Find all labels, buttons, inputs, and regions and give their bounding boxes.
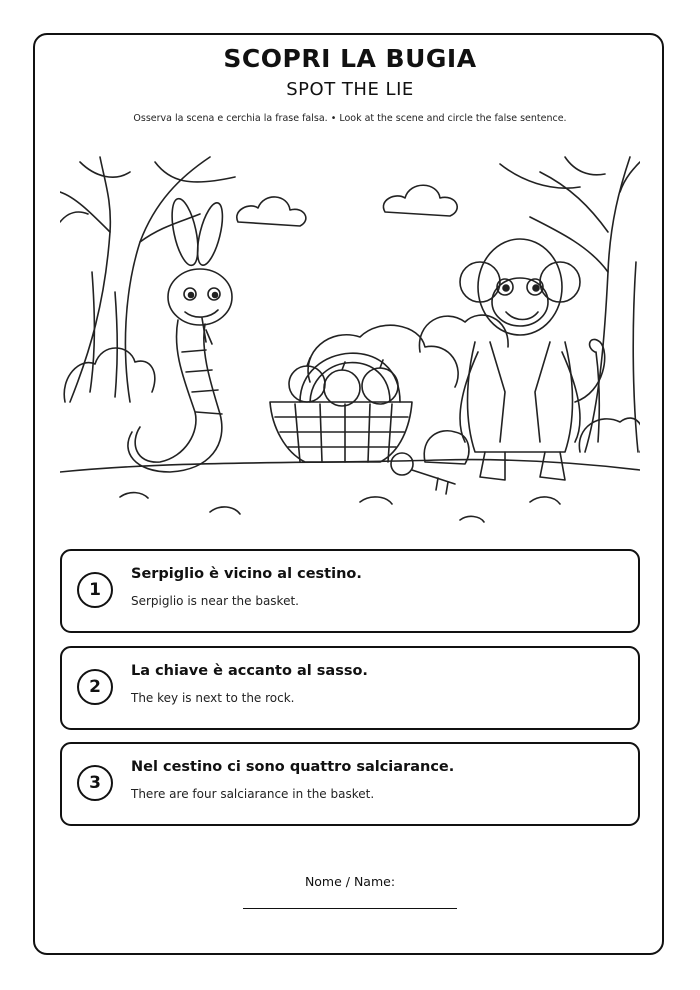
name-input-line[interactable] bbox=[243, 908, 457, 909]
statement-card-2[interactable] bbox=[60, 646, 640, 730]
page-subtitle: SPOT THE LIE bbox=[286, 79, 414, 100]
bush bbox=[579, 418, 640, 452]
name-label: Nome / Name: bbox=[304, 874, 396, 889]
page-title: SCOPRI LA BUGIA bbox=[223, 44, 477, 73]
right-tree bbox=[500, 157, 640, 452]
statement-number-badge: 1 bbox=[77, 572, 113, 608]
statement-number-badge: 2 bbox=[77, 669, 113, 705]
statement-italian: La chiave è accanto al sasso. bbox=[131, 663, 368, 679]
bush bbox=[64, 348, 155, 402]
scene-illustration bbox=[60, 152, 640, 527]
left-tree bbox=[60, 157, 235, 402]
statement-card-1[interactable] bbox=[60, 549, 640, 633]
statement-english: The key is next to the rock. bbox=[131, 691, 295, 705]
statement-card-3[interactable] bbox=[60, 742, 640, 826]
cloud bbox=[383, 185, 457, 216]
statement-italian: Nel cestino ci sono quattro salciarance. bbox=[131, 759, 455, 775]
snake-with-bunny-ears bbox=[128, 196, 232, 472]
statement-number-badge: 3 bbox=[77, 765, 113, 801]
statement-italian: Serpiglio è vicino al cestino. bbox=[131, 566, 362, 582]
statement-english: Serpiglio is near the basket. bbox=[131, 594, 299, 608]
statement-english: There are four salciarance in the basket. bbox=[131, 787, 375, 801]
monkey-in-vest bbox=[460, 239, 605, 480]
basket-of-fruit bbox=[270, 353, 412, 462]
instructions-text: Osserva la scena e cerchia la frase falsa. • Look at the scene and circle the false sentence. bbox=[133, 113, 567, 124]
cloud bbox=[237, 197, 306, 226]
